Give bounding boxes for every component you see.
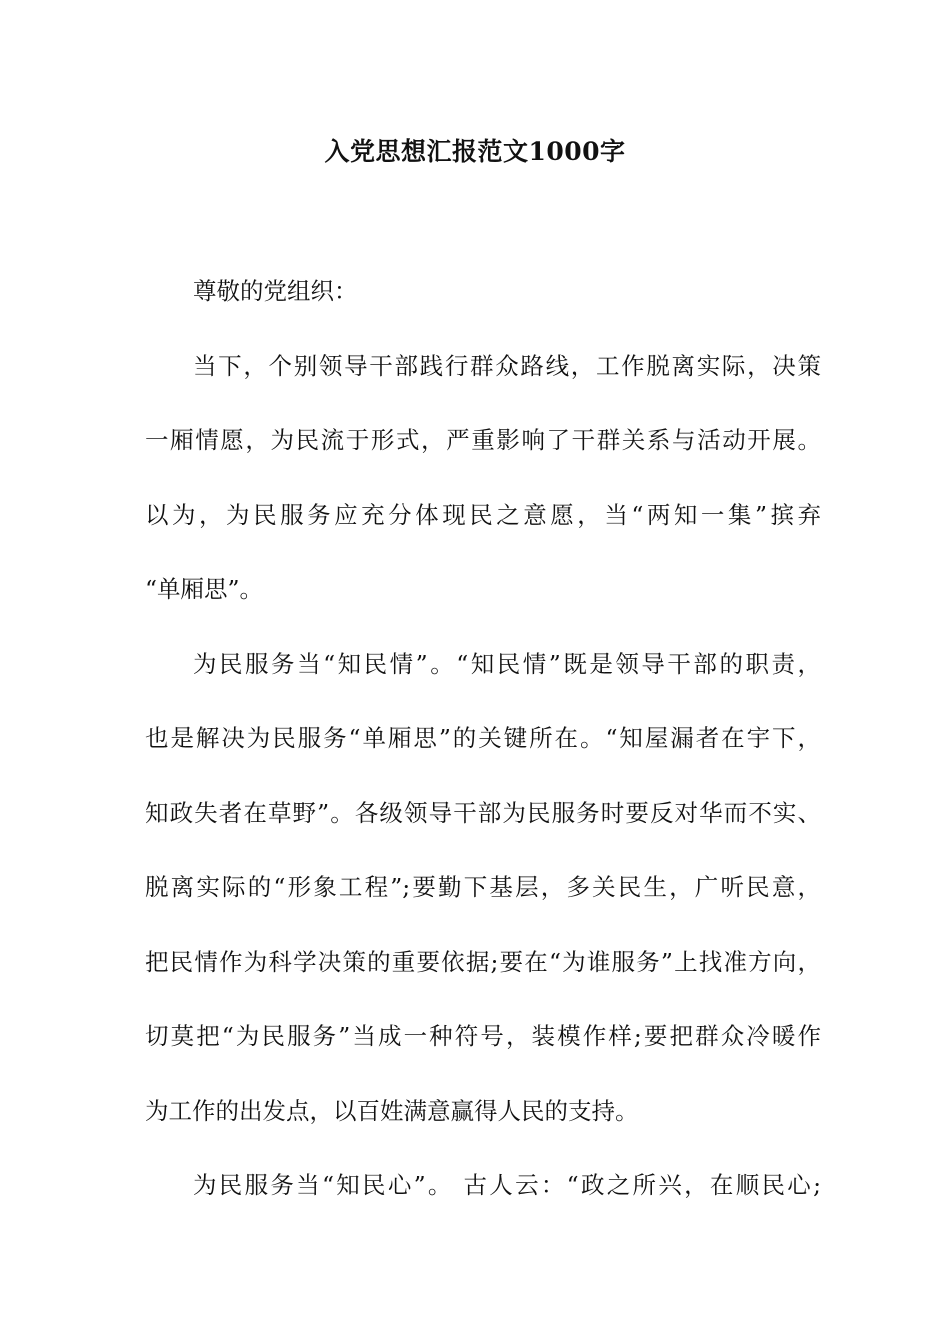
document-title: 入党思想汇报范文1000字	[324, 137, 626, 166]
paragraph-line: 以为，为民服务应充分体现民之意愿，当“两知一集”摈弃	[145, 500, 821, 529]
paragraph-line: 当下，个别领导干部践行群众路线，工作脱离实际，决策	[193, 351, 821, 380]
paragraph-line: 为民服务当“知民心”。 古人云：“政之所兴，在顺民心;	[193, 1171, 821, 1199]
paragraph-line: 为民服务当“知民情”。“知民情”既是领导干部的职责，	[193, 649, 821, 678]
document-body	[145, 254, 821, 1223]
paragraph-line: 一厢情愿，为民流于形式，严重影响了干群关系与活动开展。	[145, 426, 821, 454]
paragraph-2	[145, 627, 821, 1149]
paragraph-line: 为工作的出发点，以百姓满意赢得人民的支持。	[145, 1096, 639, 1125]
paragraph-line: 知政失者在草野”。各级领导干部为民服务时要反对华而不实、	[145, 798, 821, 827]
paragraph-3	[145, 1148, 821, 1223]
salutation-line: 尊敬的党组织：	[193, 277, 358, 305]
salutation	[145, 254, 821, 329]
paragraph-line: 切莫把“为民服务”当成一种符号，装模作样;要把群众冷暖作	[145, 1022, 821, 1050]
paragraph-line: “单厢思”。	[145, 575, 264, 603]
paragraph-line: 把民情作为科学决策的重要依据;要在“为谁服务”上找准方向，	[145, 947, 821, 976]
paragraph-line: 脱离实际的“形象工程”;要勤下基层，多关民生，广听民意，	[145, 873, 821, 901]
paragraph-line: 也是解决为民服务“单厢思”的关键所在。“知屋漏者在宇下，	[145, 724, 821, 752]
paragraph-1	[145, 329, 821, 627]
